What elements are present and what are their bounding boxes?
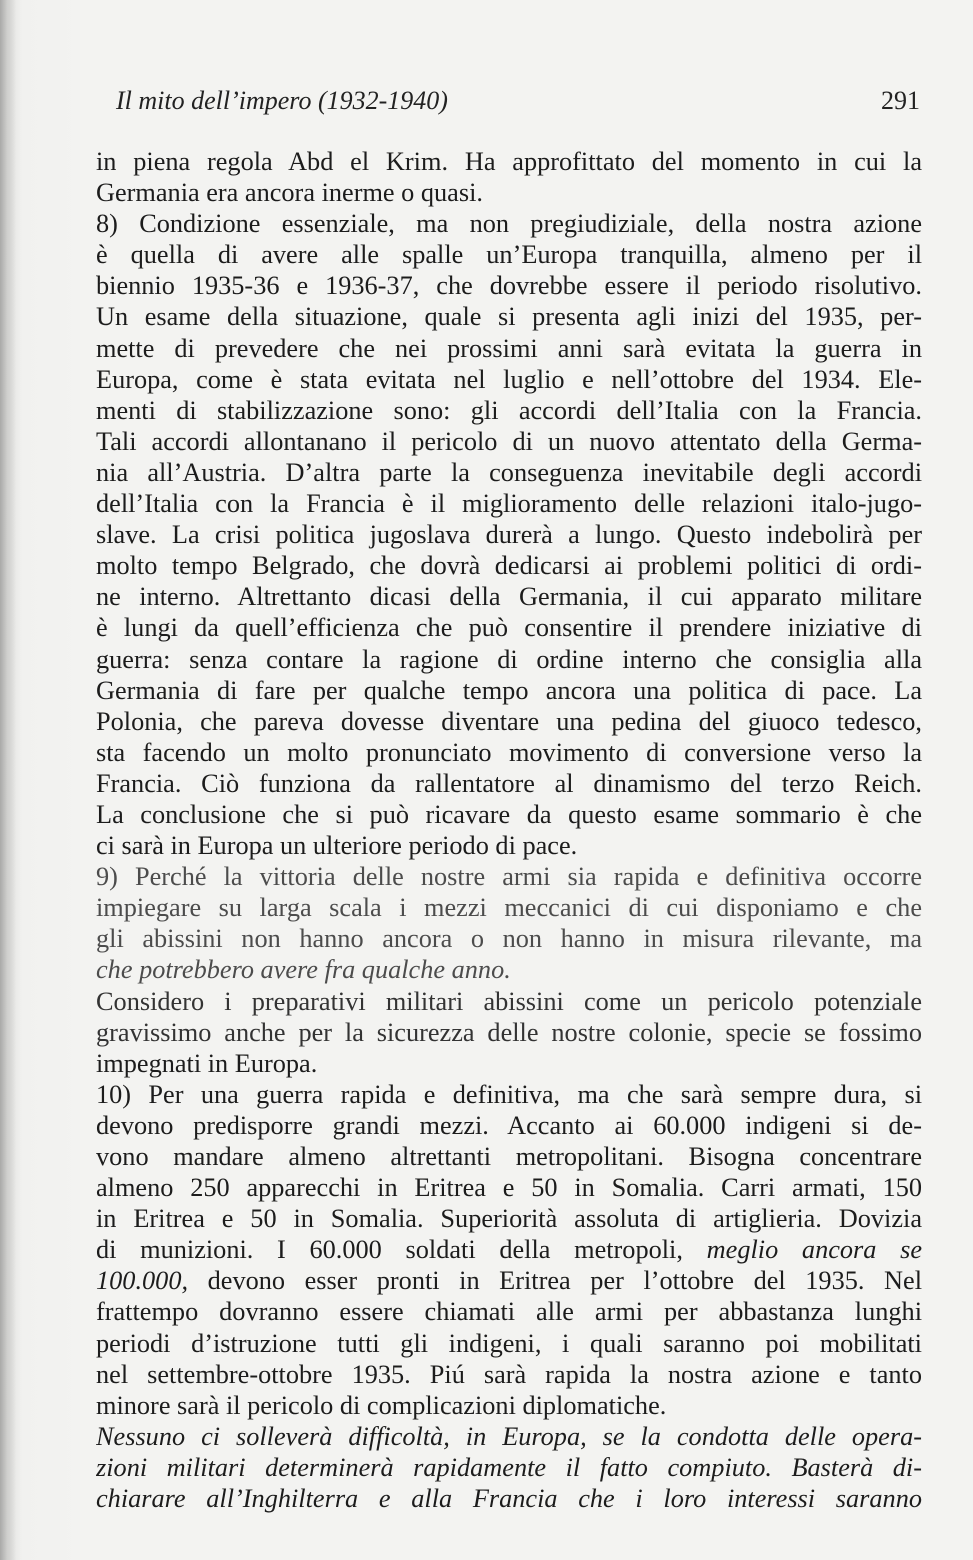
text-line: Germania di fare per qualche tempo ancora una politica di pace. La: [96, 675, 922, 705]
italic-segment: 100.000,: [96, 1266, 189, 1296]
text-line: Polonia, che pareva dovesse diventare una pedina del giuoco tedesco,: [96, 706, 922, 736]
text-line: 10) Per una guerra rapida e definitiva, ma che sarà sempre dura, si: [96, 1079, 922, 1109]
text-line: [96, 1265, 922, 1296]
text-line: gravissimo anche per la sicurezza delle nostre colonie, specie se fossimo: [96, 1017, 922, 1047]
text-line: minore sarà il pericolo di complicazioni diplomatiche.: [96, 1390, 667, 1420]
text-line: slave. La crisi politica jugoslava durerà a lungo. Questo indebolirà per: [96, 520, 922, 550]
text-segment: devono esser pronti in Eritrea per l’ottobre del 1935. Nel: [207, 1266, 922, 1296]
text-line: La conclusione che si può ricavare da questo esame sommario è che: [96, 799, 922, 829]
running-header: [116, 84, 920, 118]
text-line: Germania era ancora inerme o quasi.: [96, 178, 483, 208]
text-line: Tali accordi allontanano il pericolo di un nuovo attentato della Germa-: [96, 426, 922, 456]
text-line: 8) Condizione essenziale, ma non pregiudiziale, della nostra azione: [96, 209, 922, 239]
page-number: 291: [881, 86, 920, 115]
text-line: [96, 1234, 922, 1265]
text-line: vono mandare almeno altrettanti metropolitani. Bisogna concentrare: [96, 1142, 922, 1171]
text-line: ne interno. Altrettanto dicasi della Germania, il cui apparato militare: [96, 582, 922, 612]
text-line: in piena regola Abd el Krim. Ha approfittato del momento in cui la: [96, 147, 922, 176]
text-line: in Eritrea e 50 in Somalia. Superiorità assoluta di artiglieria. Dovizia: [96, 1204, 922, 1234]
text-line: zioni militari determinerà rapidamente il fatto compiuto. Basterà di-: [96, 1452, 922, 1482]
text-line: 9) Perché la vittoria delle nostre armi sia rapida e definitiva occorre: [96, 862, 922, 892]
text-line: nel settembre-ottobre 1935. Piú sarà rapida la nostra azione e tanto: [96, 1359, 922, 1389]
text-line: menti di stabilizzazione sono: gli accordi dell’Italia con la Francia.: [96, 395, 922, 425]
running-title: Il mito dell’impero (1932-1940): [116, 86, 448, 115]
text-line: Nessuno ci solleverà difficoltà, in Europa, se la condotta delle opera-: [96, 1421, 922, 1451]
text-line: periodi d’istruzione tutti gli indigeni, i quali saranno poi mobilitati: [96, 1328, 922, 1358]
text-segment: di munizioni. I 60.000 soldati della metropoli,: [96, 1235, 683, 1265]
text-line: Considero i preparativi militari abissini come un pericolo potenziale: [96, 986, 922, 1016]
text-line: è quella di avere alle spalle un’Europa tranquilla, almeno per il: [96, 240, 922, 270]
text-line: Francia. Ciò funziona da rallentatore al dinamismo del terzo Reich.: [96, 768, 922, 798]
binding-shadow: [0, 0, 16, 1560]
text-line: chiarare all’Inghilterra e alla Francia che i loro interessi saranno: [96, 1484, 922, 1514]
text-line: mette di prevedere che nei prossimi anni sarà evitata la guerra in: [96, 333, 922, 363]
text-line: frattempo dovranno essere chiamati alle armi per abbastanza lunghi: [96, 1297, 922, 1327]
text-line: impiegare su larga scala i mezzi meccanici di cui disponiamo e che: [96, 893, 922, 923]
italic-segment: meglio ancora se: [706, 1235, 922, 1265]
text-line: devono predisporre grandi mezzi. Accanto ai 60.000 indigeni si de-: [96, 1110, 922, 1140]
text-line: molto tempo Belgrado, che dovrà dedicarsi ai problemi politici di ordi-: [96, 551, 922, 581]
text-line: dell’Italia con la Francia è il miglioramento delle relazioni italo-jugo-: [96, 489, 922, 519]
text-line: almeno 250 apparecchi in Eritrea e 50 in Somalia. Carri armati, 150: [96, 1173, 922, 1203]
text-line: Europa, come è stata evitata nel luglio e nell’ottobre del 1934. Ele-: [96, 364, 922, 394]
text-line: biennio 1935-36 e 1936-37, che dovrebbe essere il periodo risolutivo.: [96, 271, 922, 301]
text-line: che potrebbero avere fra qualche anno.: [96, 955, 511, 985]
body-text: [96, 146, 922, 1514]
text-line: Un esame della situazione, quale si presenta agli inizi del 1935, per-: [96, 302, 922, 332]
text-line: impegnati in Europa.: [96, 1048, 318, 1078]
text-line: ci sarà in Europa un ulteriore periodo di pace.: [96, 831, 578, 861]
text-line: guerra: senza contare la ragione di ordine interno che consiglia alla: [96, 644, 922, 674]
text-line: gli abissini non hanno ancora o non hanno in misura rilevante, ma: [96, 924, 922, 954]
text-line: nia all’Austria. D’altra parte la conseguenza inevitabile degli accordi: [96, 457, 922, 487]
text-line: è lungi da quell’efficienza che può consentire il prendere iniziative di: [96, 613, 922, 643]
text-line: sta facendo un molto pronunciato movimento di conversione verso la: [96, 737, 922, 767]
